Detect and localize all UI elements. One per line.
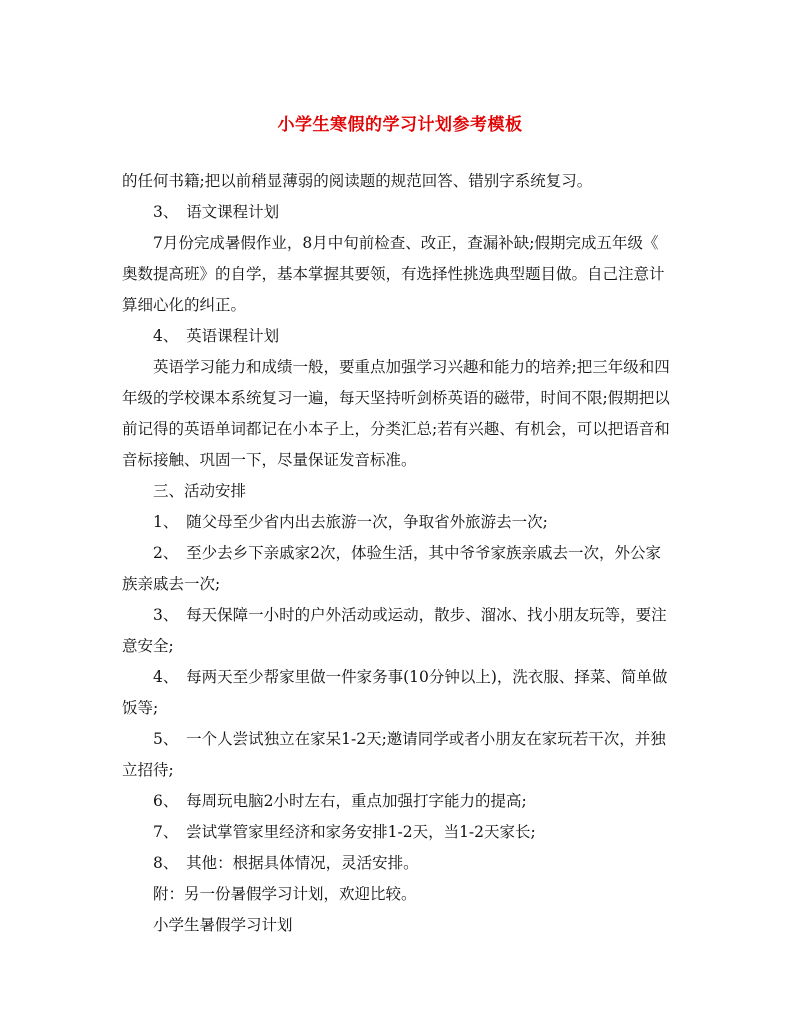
list-item-3-cont: 意安全; <box>122 637 174 655</box>
body-line: 英语学习能力和成绩一般，要重点加强学习兴趣和能力的培养;把三年级和四 <box>153 358 670 376</box>
list-item-4: 4、 每两天至少帮家里做一件家务事(10分钟以上)，洗衣服、择菜、简单做 <box>153 668 668 686</box>
appendix-note: 附：另一份暑假学习计划，欢迎比较。 <box>153 885 417 903</box>
list-item-8: 8、 其他：根据具体情况，灵活安排。 <box>153 854 419 872</box>
document-body <box>122 166 684 941</box>
list-item-1: 1、 随父母至少省内出去旅游一次，争取省外旅游去一次; <box>153 513 548 531</box>
list-item-3: 3、 每天保障一小时的户外活动或运动，散步、溜冰、找小朋友玩等，要注 <box>153 606 667 624</box>
list-item-6: 6、 每周玩电脑2小时左右，重点加强打字能力的提高; <box>153 792 527 810</box>
section-heading-chinese-plan: 3、 语文课程计划 <box>153 203 280 221</box>
list-item-5-cont: 立招待; <box>122 761 174 779</box>
list-item-2-cont: 族亲戚去一次; <box>122 575 221 593</box>
list-item-5: 5、 一个人尝试独立在家呆1-2天;邀请同学或者小朋友在家玩若干次，并独 <box>153 730 666 748</box>
body-line: 音标接触、巩固一下，尽量保证发音标准。 <box>122 451 417 469</box>
document-title: 小学生寒假的学习计划参考模板 <box>277 115 523 135</box>
body-line: 奥数提高班》的自学，基本掌握其要领，有选择性挑选典型题目做。自己注意计 <box>122 265 665 283</box>
section-heading-activities: 三、活动安排 <box>153 482 247 500</box>
list-item-7: 7、 尝试掌管家里经济和家务安排1-2天，当1-2天家长; <box>153 823 536 841</box>
body-line: 年级的学校课本系统复习一遍，每天坚持听剑桥英语的磁带，时间不限;假期把以 <box>122 389 670 407</box>
section-heading-english-plan: 4、 英语课程计划 <box>153 327 280 345</box>
list-item-4-cont: 饭等; <box>122 699 159 717</box>
body-line: 前记得的英语单词都记在小本子上，分类汇总;若有兴趣、有机会，可以把语音和 <box>122 420 670 438</box>
appendix-heading: 小学生暑假学习计划 <box>153 916 293 934</box>
body-line: 算细心化的纠正。 <box>122 296 247 314</box>
body-line: 7月份完成暑假作业，8月中旬前检查、改正，查漏补缺;假期完成五年级《 <box>153 234 659 252</box>
body-line: 的任何书籍;把以前稍显薄弱的阅读题的规范回答、错别字系统复习。 <box>122 172 593 190</box>
list-item-2: 2、 至少去乡下亲戚家2次，体验生活，其中爷爷家族亲戚去一次，外公家 <box>153 544 661 562</box>
